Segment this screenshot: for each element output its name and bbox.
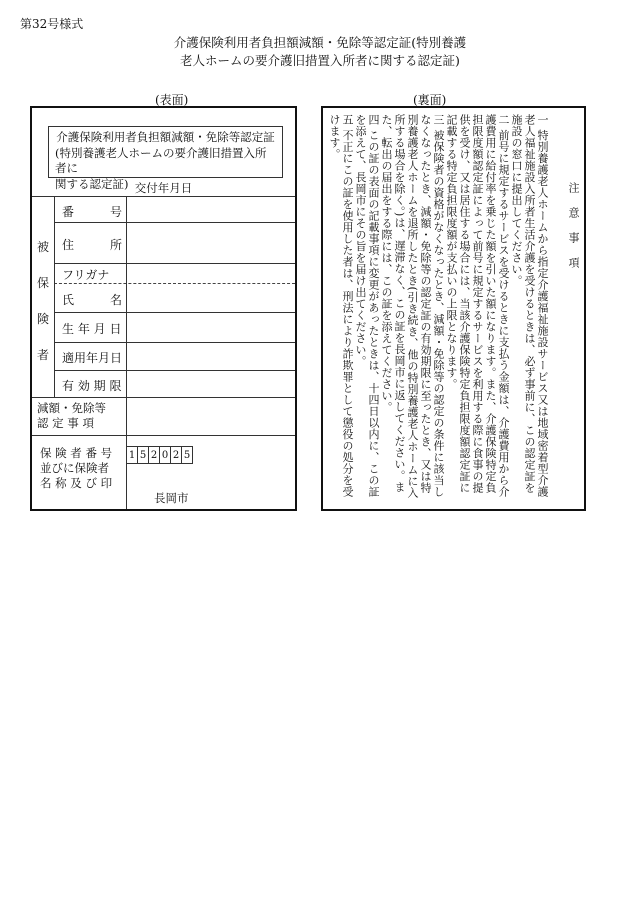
birthdate-label: 生 年 月 日 <box>62 322 122 336</box>
note-text: 前号に規定するサービスを受けるときに支払う金額は、介護費用から介護費用に給付率を乗じた額を引いた額になります。また、介護保険特定負担限度額認定証によって前号に規定するサービスを利用する際に食事の提供を受け、又は居住する場合には、当該介護保険特定負担限度額認定証に記載する特定負担限度額が支払いの上限となります。 <box>445 114 510 498</box>
divider <box>54 342 295 343</box>
insured-label-char: 保 <box>37 276 50 290</box>
number-label: 番 号 <box>62 205 123 219</box>
back-side-card <box>321 106 586 511</box>
note-text: 不正にこの証を使用した者は、刑法により詐欺罪として懲役の処分を受けます。 <box>328 114 354 498</box>
furigana-label: フリガナ <box>62 268 110 282</box>
insured-label-char: 者 <box>37 348 50 362</box>
note-item <box>328 114 354 502</box>
name-label: 氏 名 <box>62 293 123 307</box>
document-title-line1: 介護保険利用者負担額減額・免除等認定証(特別養護 <box>173 35 467 50</box>
certificate-title-line1: 介護保険利用者負担額減額・免除等認定証 <box>56 130 275 144</box>
front-side-card <box>30 106 297 511</box>
document-title <box>130 34 510 70</box>
valid-until-label: 有 効 期 限 <box>62 379 122 393</box>
insurer-digit: 1 <box>126 446 138 464</box>
issue-date-label: 交付年月日 <box>134 181 193 195</box>
certificate-title-line2: (特別養護老人ホームの要介護旧措置入所者に <box>55 145 267 175</box>
address-label: 住 所 <box>62 238 123 252</box>
note-text: 被保険者の資格がなくなったとき、減額・免除等の認定の条件に該当しなくなったとき、減額・免除等の認定証の有効期限に至ったとき、又は特別養護老人ホームを退所したとき(引き続き、他の特別養護老人ホームに入所する場合を除く。)は、遅滞なく、この証を長岡市に返してください。また、転出の届出をする際には、この証を添えてください。 <box>380 114 445 499</box>
insurer-name: 長岡市 <box>154 491 189 505</box>
insurer-number-label: 保 険 者 番 号 並びに保険者 名 称 及 び 印 <box>40 446 113 490</box>
note-item <box>510 114 549 502</box>
divider-dashed <box>54 283 295 284</box>
divider <box>32 397 295 398</box>
insurer-digit: 2 <box>170 446 182 464</box>
insurer-digit: 5 <box>137 446 149 464</box>
note-text: 特別養護老人ホームから指定介護福祉施設サービス又は地域密着型介護老人福祉施設入所者生活介護を受けるときは、必ず事前に、この認定証を施設の窓口に提出してください。 <box>510 114 549 498</box>
note-item <box>380 114 445 502</box>
note-text: この証の表面の記載事項に変更があったときは、十四日以内に、この証を添えて、長岡市にその旨を届け出てください。 <box>354 114 380 498</box>
note-item <box>354 114 380 502</box>
notes-heading: 注意事項 <box>567 182 580 282</box>
note-number: 五 <box>341 114 354 126</box>
divider <box>54 196 55 397</box>
divider <box>54 312 295 313</box>
insured-label-char: 被 <box>37 240 50 254</box>
insured-label-char: 険 <box>37 312 50 326</box>
divider <box>54 222 295 223</box>
front-side-label: (表面) <box>155 93 189 107</box>
back-side-label: (裏面) <box>413 93 447 107</box>
certificate-title-line3: 関する認定証) <box>55 176 129 191</box>
note-number: 三 <box>432 114 445 126</box>
insurer-digit: 0 <box>159 446 171 464</box>
note-number: 四 <box>367 114 380 126</box>
divider <box>32 196 295 197</box>
insurer-digit: 5 <box>181 446 193 464</box>
insurer-number-boxes <box>127 446 193 464</box>
insurer-digit: 2 <box>148 446 160 464</box>
document-title-line2: 老人ホームの要介護旧措置入所者に関する認定証) <box>180 53 460 68</box>
divider <box>32 435 295 436</box>
note-number: 一 <box>536 114 549 126</box>
reduction-exemption-label: 減額・免除等 認 定 事 項 <box>37 401 106 430</box>
divider <box>54 370 295 371</box>
divider <box>54 263 295 264</box>
note-number: 二 <box>497 114 510 126</box>
applicable-date-label: 適用年月日 <box>62 351 123 365</box>
notes-body <box>327 114 580 502</box>
form-number: 第32号様式 <box>20 17 84 31</box>
note-item <box>445 114 510 502</box>
